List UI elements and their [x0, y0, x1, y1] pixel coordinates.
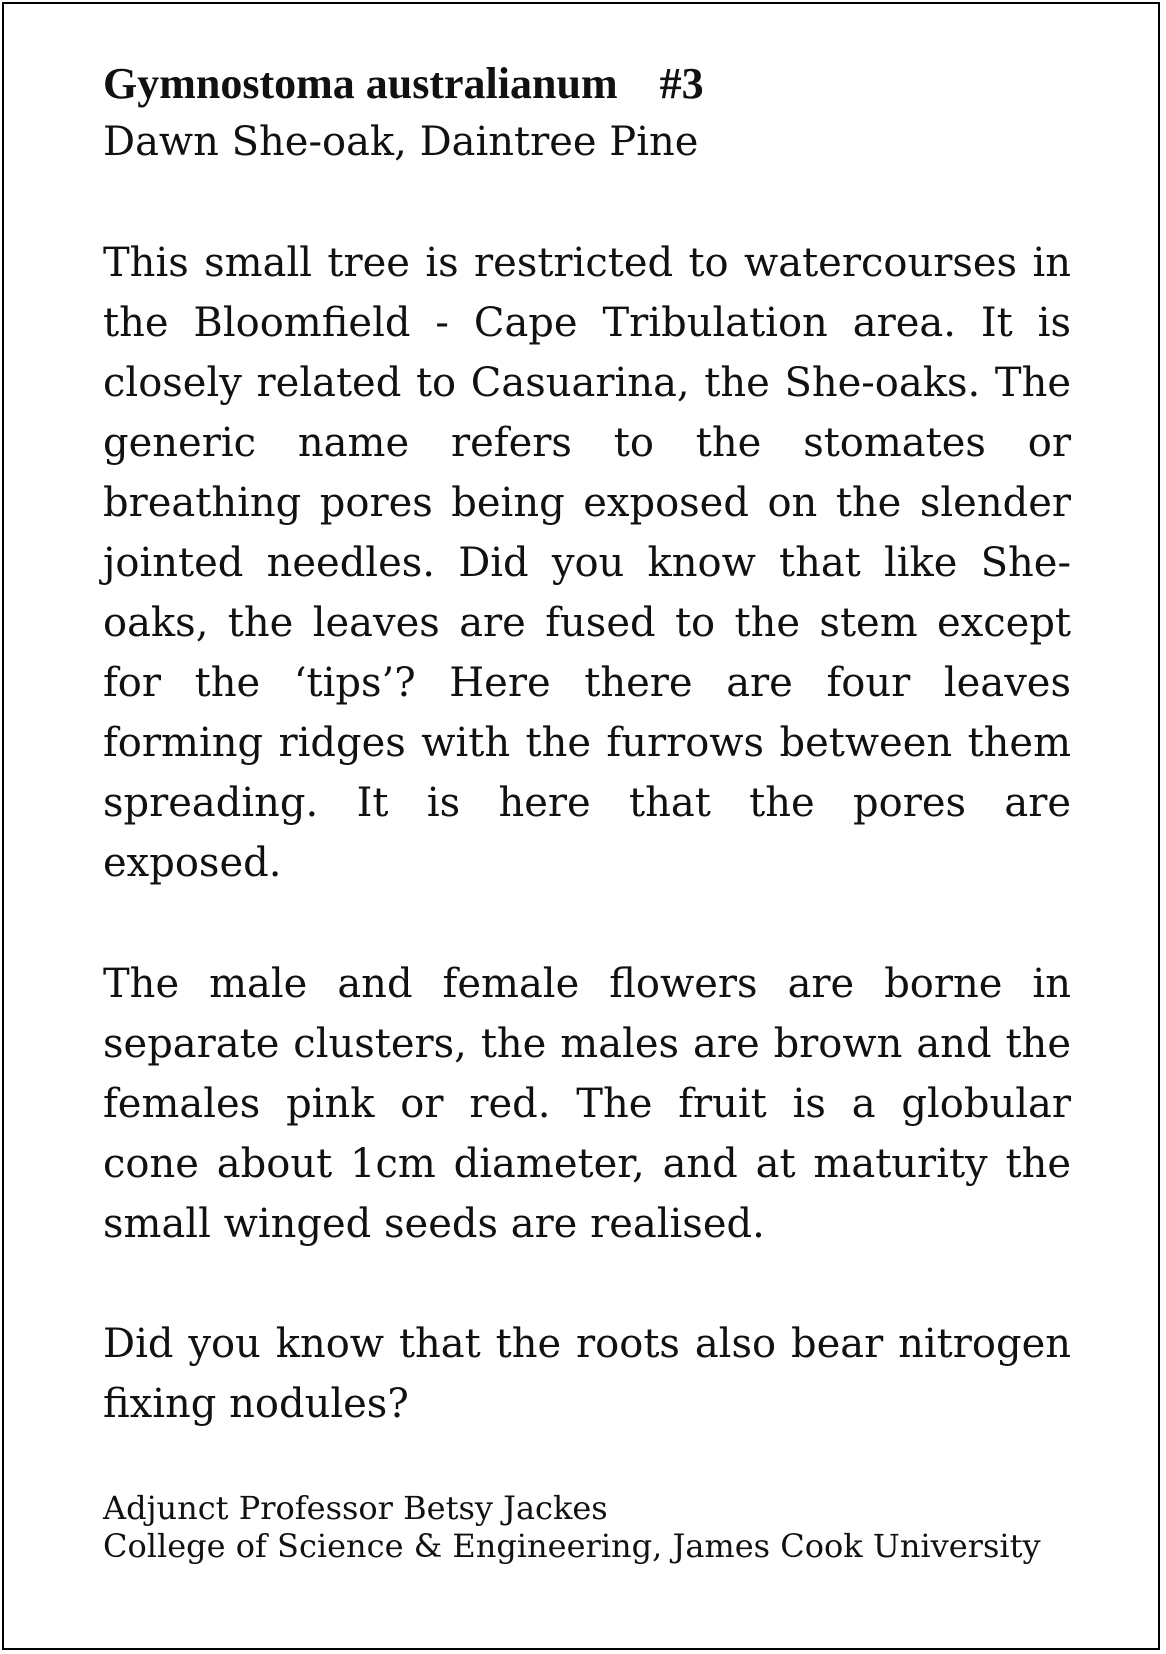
- author-name: Adjunct Professor Betsy Jackes: [103, 1489, 608, 1527]
- species-name: Gymnostoma australianum: [103, 59, 618, 108]
- card-header: [103, 54, 1073, 170]
- paragraph-roots: Did you know that the roots also bear nitrogen fixing nodules?: [103, 1321, 1071, 1427]
- paragraph-flowers: The male and female flowers are borne in separate clusters, the males are brown and the females pink or red. The fruit is a globular cone about 1cm diameter, and at maturity the small winged seeds are realised.: [103, 961, 1071, 1247]
- info-card: [2, 2, 1160, 1650]
- paragraph-description: This small tree is restricted to watercourses in the Bloomfield - Cape Tribulation area. It is closely related to Casuarina, the She-oaks. The generic name refers to the stomates or breathing pores being exposed on the slender jointed needles. Did you know that like She-oaks, the leaves are fused to the stem except for the ‘tips’? Here there are four leaves forming ridges with the furrows between them spreading. It is here that the pores are exposed.: [103, 240, 1071, 886]
- attribution: [103, 1489, 1083, 1565]
- common-names: Dawn She-oak, Daintree Pine: [103, 119, 699, 165]
- title-line: [103, 54, 1073, 114]
- author-affiliation: College of Science & Engineering, James Cook University: [103, 1527, 1041, 1565]
- card-number: #3: [659, 59, 704, 108]
